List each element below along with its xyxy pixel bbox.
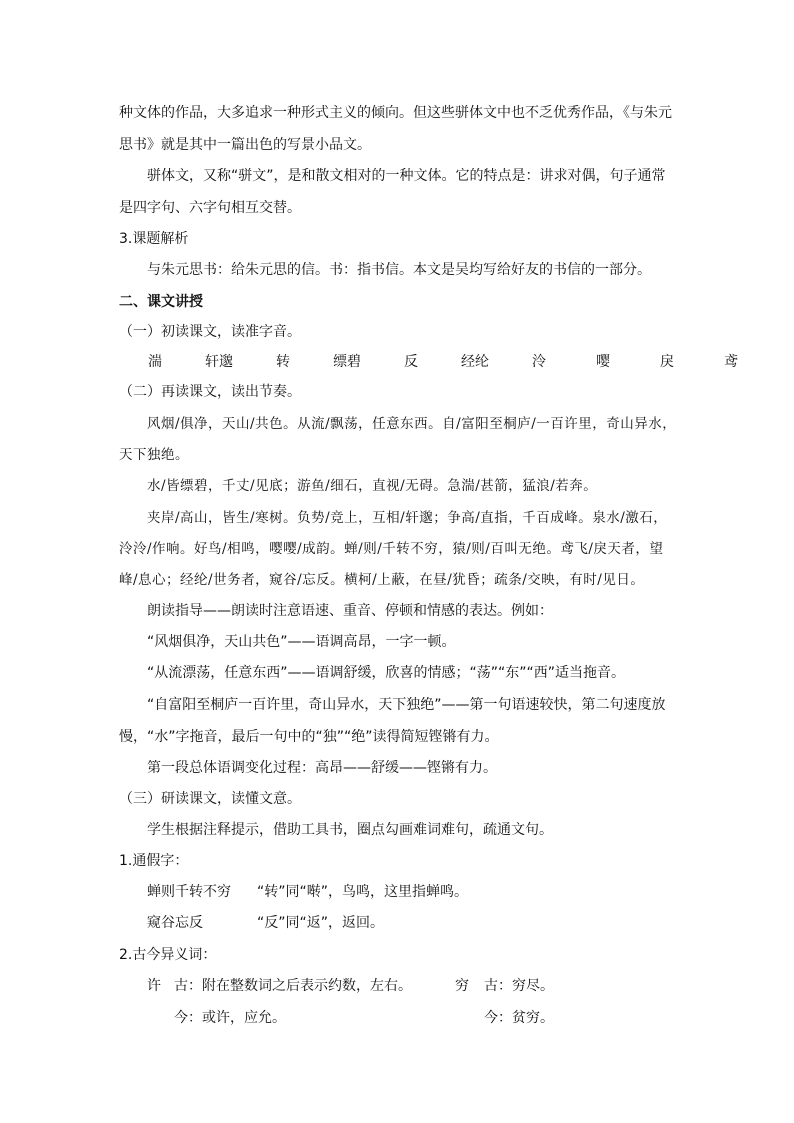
guyi-heading: 2.古今异义词： bbox=[119, 947, 217, 963]
tongjia-row bbox=[147, 913, 384, 933]
guyi-qiong-gu: 古：穷尽。 bbox=[484, 978, 554, 994]
guide-line: “自富阳至桐庐一百许里，奇山异水，天下独绝”——第一句语速较快，第二句速度放 bbox=[147, 697, 666, 713]
intro-p2-line1: 骈体文，又称“骈文”，是和散文相对的一种文体。它的特点是：讲求对偶，句子通常 bbox=[147, 168, 666, 184]
char-item: 反 bbox=[404, 354, 418, 370]
section-two-heading: 二、课文讲授 bbox=[119, 294, 203, 310]
tongjia-note: “转”同“啭”，鸟鸣，这里指蝉鸣。 bbox=[257, 884, 469, 900]
guide-line: 朗读指导——朗读时注意语速、重音、停顿和情感的表达。例如： bbox=[147, 603, 553, 619]
guide-line: “风烟俱净，天山共色”——语调高昂，一字一顿。 bbox=[147, 634, 456, 650]
rhythm-line: 夹岸/高山，皆生/寒树。负势/竞上，互相/轩邈；争高/直指，千百成峰。泉水/激石， bbox=[147, 510, 668, 526]
char-item: 经纶 bbox=[461, 354, 489, 370]
tongjia-word: 蝉则千转不穷 bbox=[147, 884, 231, 900]
rhythm-line: 峰/息心；经纶/世务者，窥谷/忘反。横柯/上蔽，在昼/犹昏；疏条/交映，有时/见日。 bbox=[119, 572, 645, 588]
pronunciation-chars bbox=[123, 352, 763, 372]
intro-p1-line1: 种文体的作品，大多追求一种形式主义的倾向。但这些骈体文中也不乏优秀作品，《与朱元 bbox=[119, 105, 672, 121]
tongjia-word: 窥谷忘反 bbox=[147, 915, 203, 931]
guyi-xu-gu: 古：附在整数词之后表示约数，左右。 bbox=[174, 978, 412, 994]
guide-line: 第一段总体语调变化过程：高昂——舒缓——铿锵有力。 bbox=[147, 760, 497, 776]
char-item: 缥碧 bbox=[333, 354, 361, 370]
tongjia-note: “反”同“返”，返回。 bbox=[257, 915, 385, 931]
guide-line: “从流漂荡，任意东西”——语调舒缓，欣喜的情感；“荡”“东”“西”适当拖音。 bbox=[147, 665, 626, 681]
guyi-qiong-jin: 今：贫穷。 bbox=[484, 1010, 554, 1026]
section3-heading: 3.课题解析 bbox=[119, 231, 189, 247]
study-instruction: 学生根据注释提示，借助工具书，圈点勾画难词难句，疏通文句。 bbox=[147, 822, 553, 838]
tongjia-row bbox=[147, 882, 468, 902]
rhythm-line: 风烟/俱净，天山/共色。从流/飘荡，任意东西。自/富阳至桐庐/一百许里，奇山异水， bbox=[147, 416, 677, 432]
intro-p1-line2: 思书》就是其中一篇出色的写景小品文。 bbox=[119, 137, 371, 153]
rhythm-line: 泠泠/作响。好鸟/相鸣，嘤嘤/成韵。蝉/则/千转不穷，猿/则/百叫无绝。鸢飞/戾天者，望 bbox=[119, 541, 664, 557]
char-item: 轩邈 bbox=[205, 354, 233, 370]
guyi-xu-char: 许 bbox=[147, 978, 161, 994]
section3-body: 与朱元思书：给朱元思的信。书：指书信。本文是吴均写给好友的书信的一部分。 bbox=[147, 262, 651, 278]
guyi-xu-jin: 今：或许，应允。 bbox=[174, 1010, 286, 1026]
tongjia-heading: 1.通假字： bbox=[119, 853, 189, 869]
char-item: 转 bbox=[276, 354, 290, 370]
sub3-heading: （三）研读课文，读懂文意。 bbox=[119, 791, 301, 807]
char-item: 湍 bbox=[148, 354, 162, 370]
char-item: 泠 bbox=[532, 354, 546, 370]
guyi-qiong-char: 穷 bbox=[455, 978, 469, 994]
char-item: 嘤 bbox=[596, 354, 610, 370]
intro-p2-line2: 是四字句、六字句相互交替。 bbox=[119, 200, 301, 216]
rhythm-line: 天下独绝。 bbox=[119, 447, 189, 463]
char-item: 戾 bbox=[660, 354, 674, 370]
char-item: 鸢 bbox=[724, 354, 738, 370]
sub2-heading: （二）再读课文，读出节奏。 bbox=[119, 384, 301, 400]
rhythm-line: 水/皆缥碧，千丈/见底；游鱼/细石，直视/无碍。急湍/甚箭，猛浪/若奔。 bbox=[147, 478, 598, 494]
guide-line: 慢，“水”字拖音，最后一句中的“独”“绝”读得简短铿锵有力。 bbox=[119, 729, 499, 745]
sub1-heading: （一）初读课文，读准字音。 bbox=[119, 324, 301, 340]
